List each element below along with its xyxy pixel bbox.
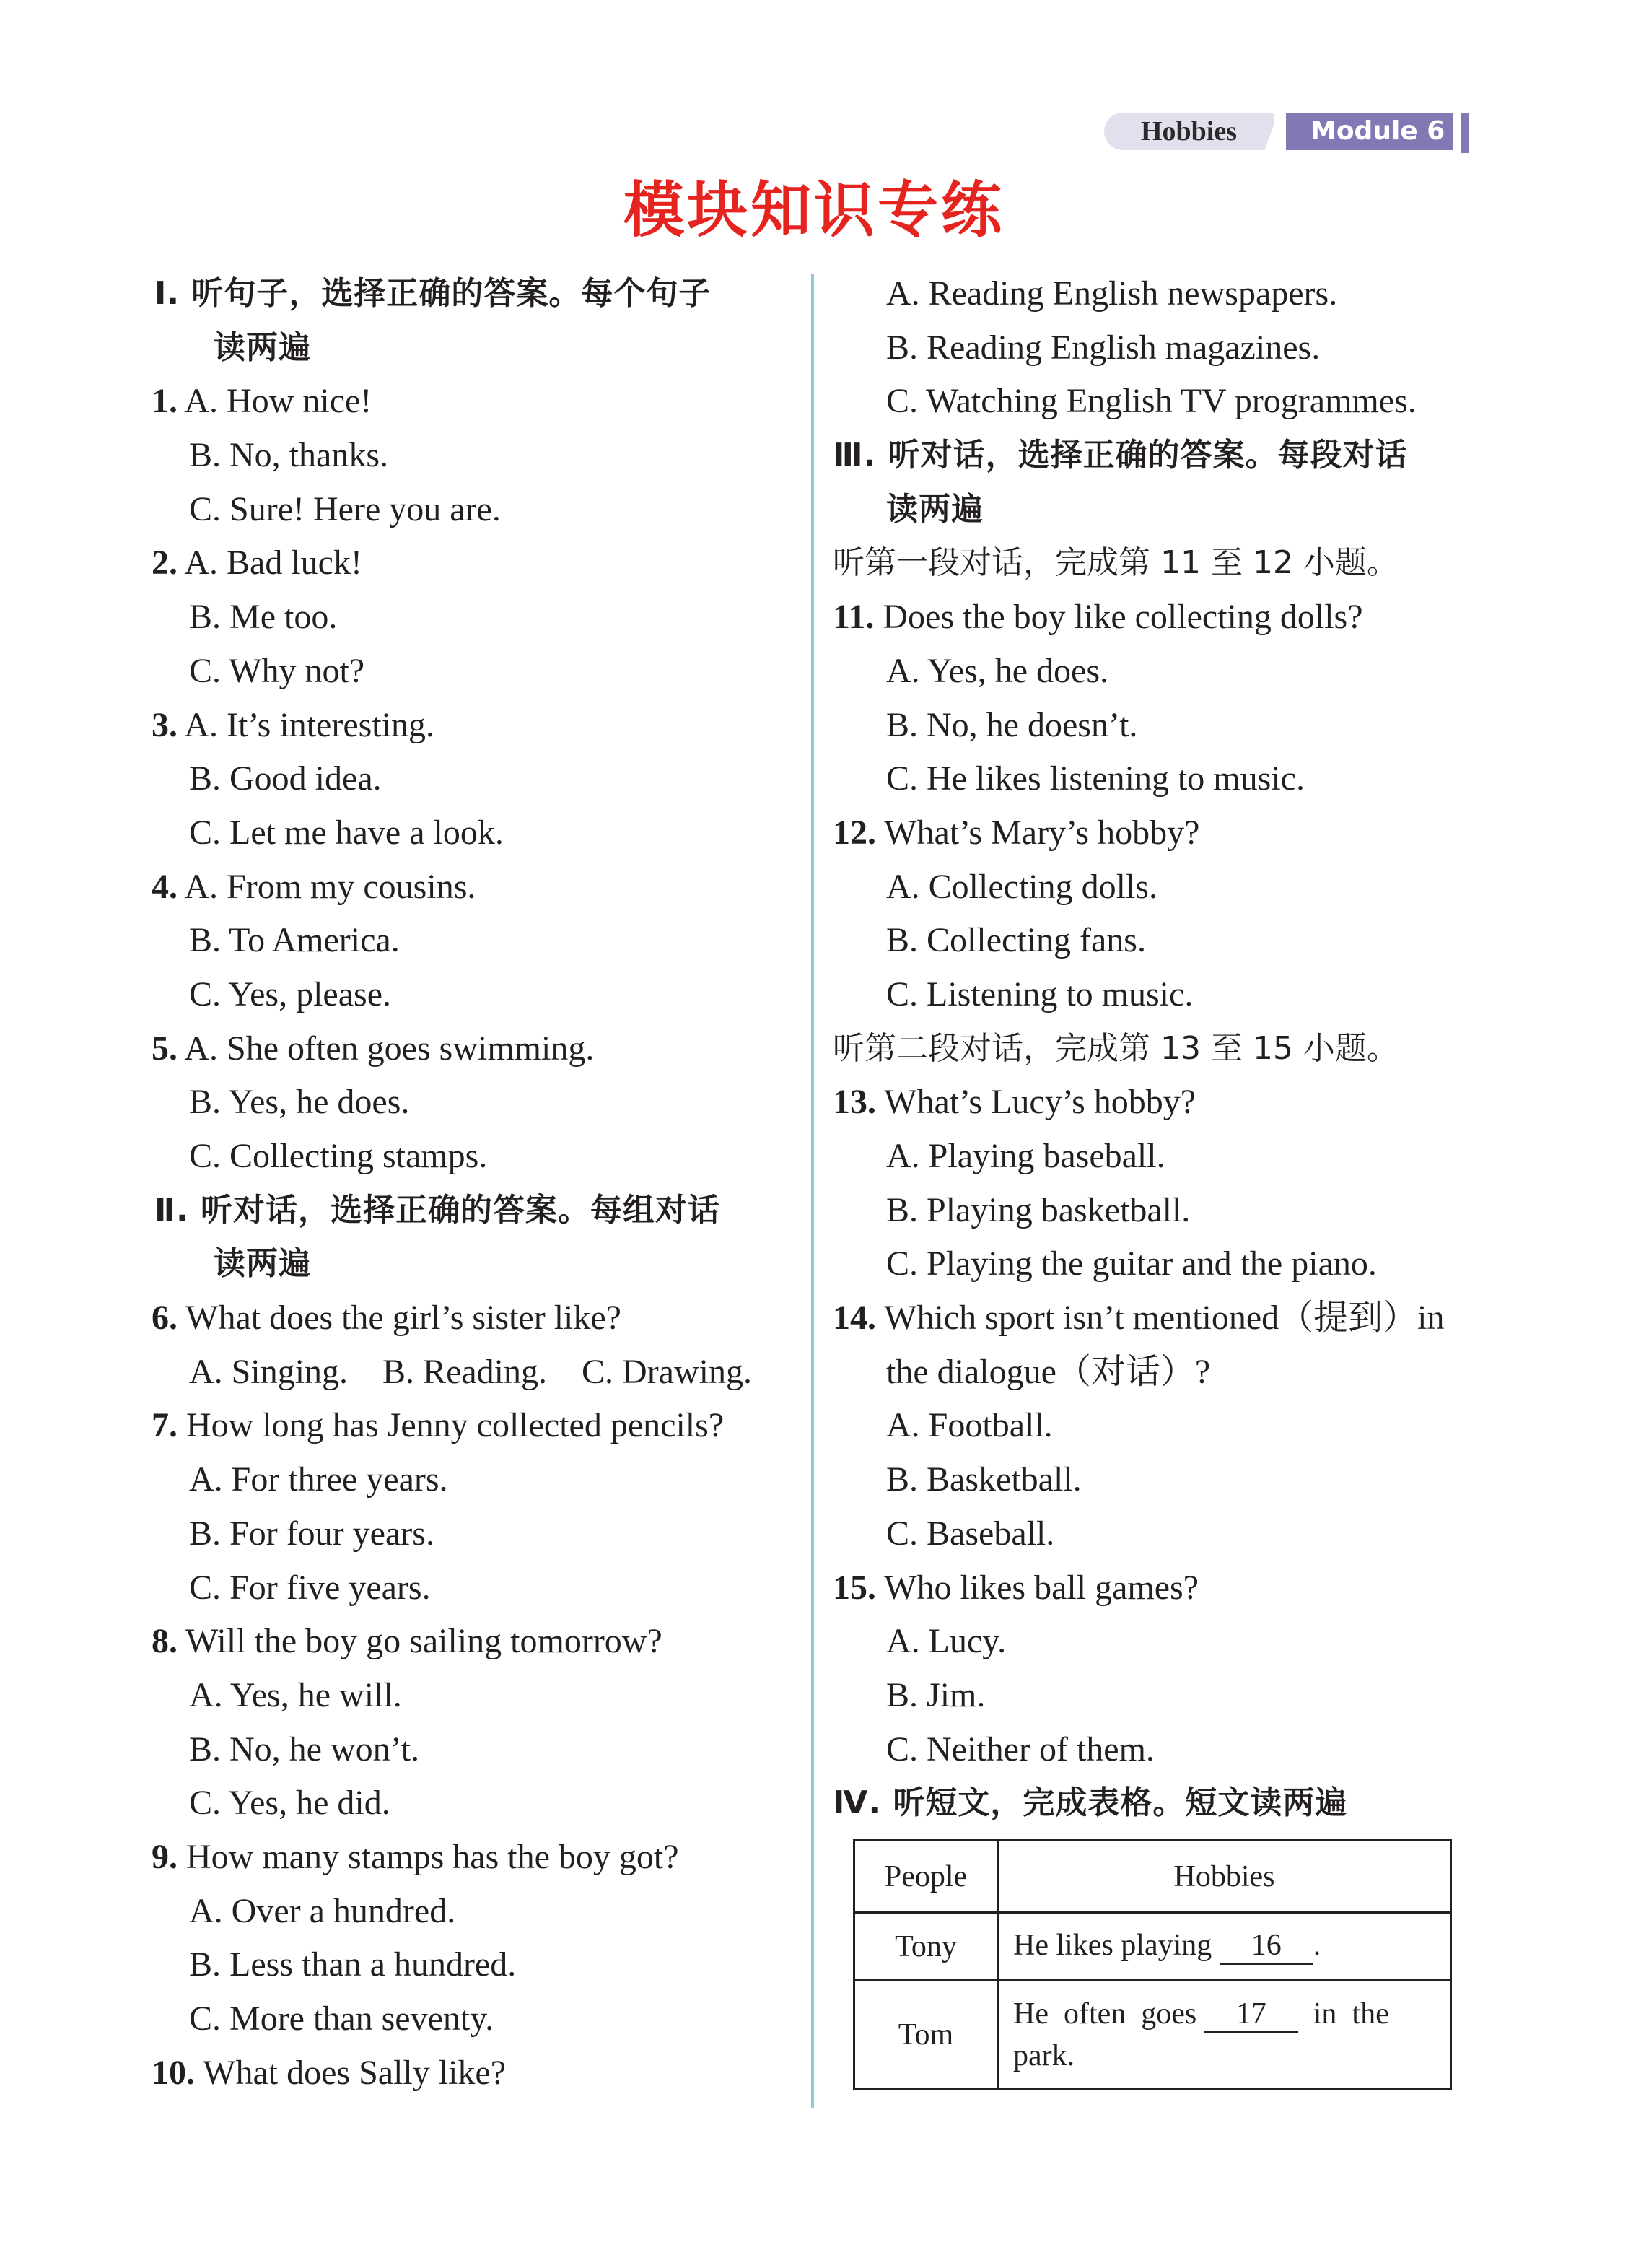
answer-blank-17[interactable]: 17 [1204, 1997, 1298, 2033]
tab-edge-bar [1461, 113, 1469, 153]
question-text: Does the boy like collecting dolls? [883, 598, 1363, 637]
question-text: Will the boy go sailing tomorrow? [185, 1622, 662, 1661]
question-text: Which sport isn’t mentioned（提到）in [884, 1299, 1445, 1338]
option-b: B. No, he won’t. [189, 1730, 420, 1768]
option-a: A. Bad luck! [184, 544, 362, 583]
question-7 [152, 1399, 801, 1453]
section-1-heading: Ⅰ. 听句子，选择正确的答案。每个句子 [154, 275, 712, 312]
option-a: A. For three years. [189, 1460, 448, 1499]
dialogue-1-instruction: 听第一段对话，完成第 11 至 12 小题。 [833, 544, 1399, 582]
option-c: C. Neither of them. [886, 1730, 1155, 1768]
option-a: A. She often goes swimming. [184, 1029, 595, 1068]
dialogue-2-instruction: 听第二段对话，完成第 13 至 15 小题。 [833, 1029, 1399, 1067]
option-c: C. For five years. [189, 1568, 431, 1607]
question-number: 12. [833, 813, 876, 852]
option-c: C. He likes listening to music. [886, 759, 1305, 798]
question-text: What does Sally like? [203, 2053, 507, 2092]
option-b: B. Yes, he does. [189, 1083, 410, 1122]
question-number: 1. [152, 382, 178, 421]
hobby-cell [998, 1981, 1451, 2089]
question-6-options [152, 1345, 801, 1400]
question-text: How many stamps has the boy got? [186, 1837, 679, 1876]
option-a: A. Singing. [189, 1352, 349, 1391]
header-hobbies: Hobbies [998, 1841, 1451, 1913]
option-a: A. Collecting dolls. [886, 867, 1157, 906]
question-5 [152, 1022, 801, 1076]
option-a: A. It’s interesting. [184, 705, 434, 744]
option-b: B. To America. [189, 921, 400, 960]
question-number: 5. [152, 1029, 178, 1068]
question-number: 2. [152, 544, 178, 583]
option-c: C. Collecting stamps. [189, 1137, 488, 1175]
question-number: 7. [152, 1406, 178, 1445]
option-b: B. Collecting fans. [886, 921, 1146, 960]
option-c: C. Drawing. [582, 1352, 752, 1391]
option-b: B. Reading. [382, 1352, 548, 1391]
question-text-cont: the dialogue（对话）? [886, 1352, 1211, 1391]
section-2-heading: Ⅱ. 听对话，选择正确的答案。每组对话 [154, 1191, 721, 1229]
question-6 [152, 1291, 801, 1345]
section-2-heading-cont: 读两遍 [214, 1245, 311, 1283]
hobby-cell [998, 1913, 1451, 1981]
question-12 [833, 806, 1482, 860]
option-c: C. Playing the guitar and the piano. [886, 1244, 1377, 1283]
question-number: 9. [152, 1837, 178, 1876]
module-number-tab: Module 6 [1286, 113, 1453, 150]
question-text: What’s Lucy’s hobby? [884, 1083, 1196, 1122]
hobby-text-end: . [1313, 1929, 1321, 1963]
question-text: What does the girl’s sister like? [185, 1299, 621, 1338]
question-1 [152, 375, 801, 429]
option-c: C. Listening to music. [886, 974, 1194, 1013]
question-3 [152, 699, 801, 753]
table-row [854, 1981, 1451, 2089]
option-b: B. Playing basketball. [886, 1190, 1191, 1229]
question-number: 13. [833, 1083, 876, 1122]
option-a: A. From my cousins. [184, 867, 476, 906]
option-b: B. Less than a hundred. [189, 1945, 517, 1984]
option-c: C. More than seventy. [189, 1999, 494, 2038]
option-c: C. Why not? [189, 651, 365, 690]
question-number: 8. [152, 1622, 178, 1661]
option-a: A. Yes, he will. [189, 1675, 402, 1714]
table-row [854, 1913, 1451, 1981]
option-c: C. Watching English TV programmes. [886, 382, 1417, 421]
option-c: C. Yes, he did. [189, 1784, 390, 1823]
question-4 [152, 860, 801, 915]
option-a: A. Yes, he does. [886, 651, 1109, 690]
question-number: 11. [833, 598, 875, 637]
question-number: 6. [152, 1299, 178, 1338]
section-4-heading: Ⅳ. 听短文，完成表格。短文读两遍 [833, 1784, 1348, 1822]
option-b: B. Me too. [189, 598, 338, 637]
option-a: A. Lucy. [886, 1622, 1007, 1661]
right-column [833, 267, 1482, 1831]
question-number: 4. [152, 867, 178, 906]
option-a: A. How nice! [184, 382, 372, 421]
question-text: Who likes ball games? [884, 1568, 1199, 1607]
table-header-row [854, 1841, 1451, 1913]
hobby-line-2: park. [1013, 2038, 1075, 2072]
question-number: 15. [833, 1568, 876, 1607]
option-b: B. Jim. [886, 1675, 986, 1714]
question-11 [833, 590, 1482, 645]
section-1-heading-cont: 读两遍 [214, 328, 311, 366]
option-b: B. For four years. [189, 1514, 434, 1553]
option-c: C. Sure! Here you are. [189, 489, 501, 528]
question-text: How long has Jenny collected pencils? [186, 1406, 725, 1445]
question-number: 3. [152, 705, 178, 744]
option-b: B. Basketball. [886, 1460, 1082, 1499]
question-number: 14. [833, 1299, 876, 1338]
option-a: A. Reading English newspapers. [886, 274, 1338, 313]
question-15 [833, 1561, 1482, 1615]
left-column [152, 267, 801, 2100]
question-13 [833, 1076, 1482, 1130]
option-b: B. No, he doesn’t. [886, 705, 1138, 744]
question-number: 10. [152, 2053, 195, 2092]
option-a: A. Playing baseball. [886, 1137, 1165, 1175]
question-14 [833, 1291, 1482, 1345]
module-topic-tab: Hobbies [1104, 113, 1274, 150]
hobbies-table [853, 1839, 1452, 2090]
option-c: C. Yes, please. [189, 974, 392, 1013]
option-a: A. Over a hundred. [189, 1891, 456, 1930]
section-3-heading: Ⅲ. 听对话，选择正确的答案。每段对话 [833, 437, 1408, 474]
question-2 [152, 536, 801, 590]
section-3-heading-cont: 读两遍 [886, 490, 984, 528]
option-a: A. Football. [886, 1406, 1053, 1445]
option-c: C. Let me have a look. [189, 813, 504, 852]
hobby-text: He often goes [1013, 1997, 1204, 2031]
question-text: What’s Mary’s hobby? [884, 813, 1200, 852]
header-people: People [854, 1841, 998, 1913]
person-name: Tony [854, 1913, 998, 1981]
option-c: C. Baseball. [886, 1514, 1055, 1553]
option-b: B. Good idea. [189, 759, 382, 798]
hobby-line-1 [1013, 1993, 1435, 2035]
question-9 [152, 1831, 801, 1885]
column-divider [811, 274, 814, 2108]
hobby-text-end: in the [1297, 1997, 1389, 2031]
question-10 [152, 2046, 801, 2101]
question-8 [152, 1615, 801, 1669]
option-b: B. Reading English magazines. [886, 328, 1321, 367]
person-name: Tom [854, 1981, 998, 2089]
page-title: 模块知识专练 [623, 175, 1005, 245]
option-b: B. No, thanks. [189, 436, 388, 475]
hobby-text: He likes playing [1013, 1929, 1220, 1963]
answer-blank-16[interactable]: 16 [1220, 1929, 1313, 1964]
